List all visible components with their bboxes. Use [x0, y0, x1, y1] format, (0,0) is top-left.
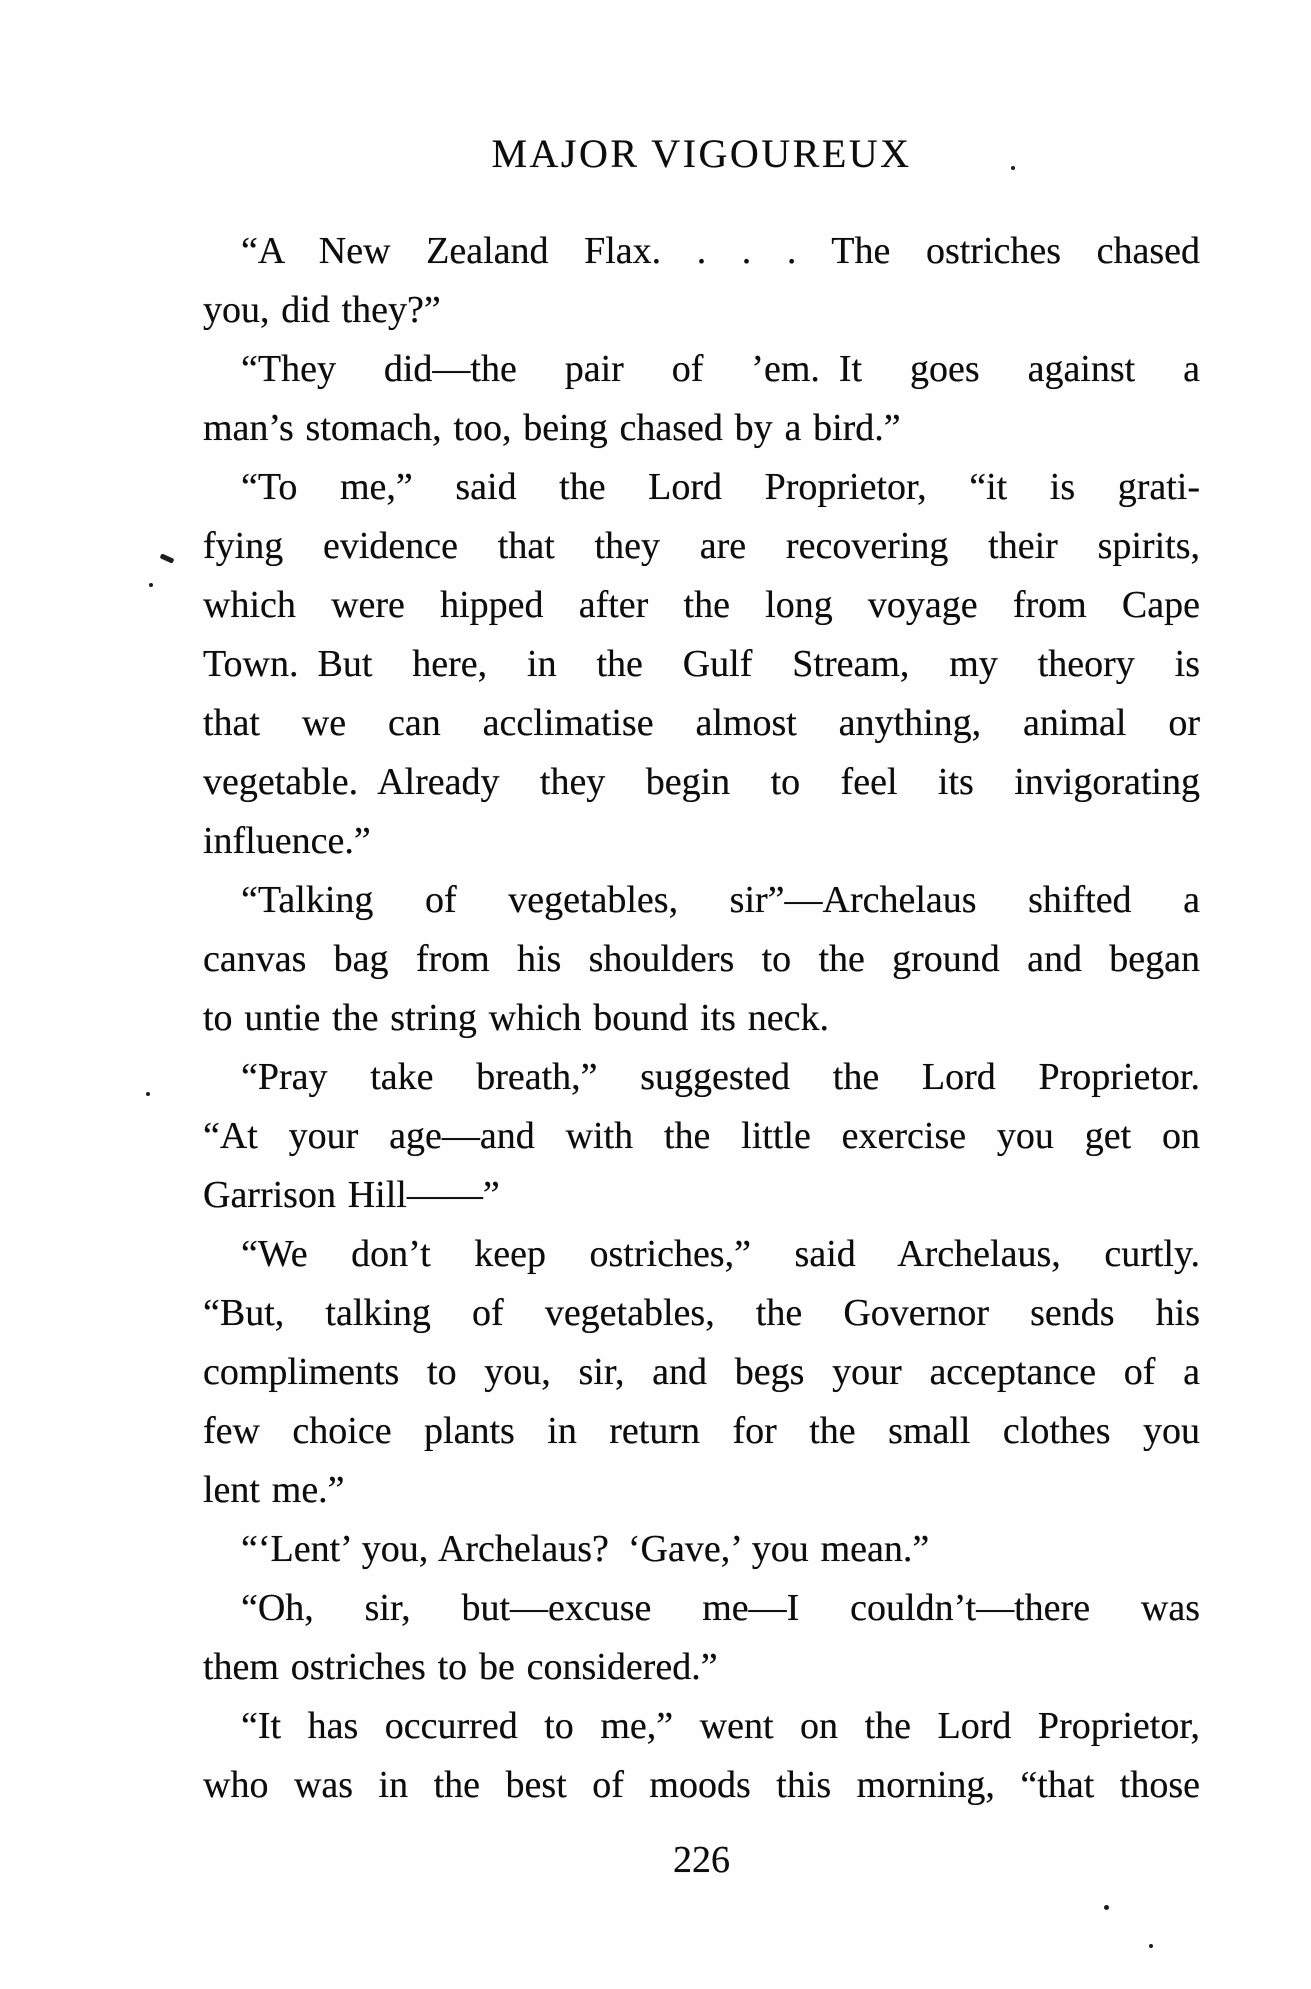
text-line: to untie the string which bound its neck.: [203, 997, 829, 1039]
scan-speck: [160, 553, 175, 563]
body-text: [203, 222, 1200, 1815]
text-line: them ostriches to be considered.”: [203, 1646, 718, 1688]
text-line: which were hipped after the long voyage from Cape: [203, 584, 1200, 626]
text-line: fying evidence that they are recovering their spirits,: [203, 525, 1200, 567]
scan-speck: [1104, 1905, 1109, 1910]
text-line: “At your age—and with the little exercise you get on: [203, 1115, 1200, 1157]
scan-speck: [1149, 1944, 1153, 1948]
text-line: “But, talking of vegetables, the Governor sends his: [203, 1292, 1200, 1334]
scan-speck: [149, 583, 153, 587]
text-line: compliments to you, sir, and begs your acceptance of a: [203, 1351, 1200, 1393]
text-line: man’s stomach, too, being chased by a bird.”: [203, 407, 901, 449]
text-line: “‘Lent’ you, Archelaus? ‘Gave,’ you mean.”: [241, 1528, 930, 1570]
text-line: “They did—the pair of ’em. It goes against a: [241, 348, 1200, 390]
text-line: lent me.”: [203, 1469, 345, 1511]
text-line: who was in the best of moods this morning, “that those: [203, 1764, 1200, 1806]
scan-speck: [1011, 166, 1015, 170]
text-line: “A New Zealand Flax. . . . The ostriches chased: [241, 230, 1200, 272]
text-line: that we can acclimatise almost anything, animal or: [203, 702, 1200, 744]
text-line: influence.”: [203, 820, 371, 862]
text-line: you, did they?”: [203, 289, 441, 331]
text-line: “It has occurred to me,” went on the Lord Proprietor,: [241, 1705, 1200, 1747]
text-line: “Talking of vegetables, sir”—Archelaus shifted a: [241, 879, 1200, 921]
text-line: few choice plants in return for the small clothes you: [203, 1410, 1200, 1452]
text-line: “Oh, sir, but—excuse me—I couldn’t—there was: [241, 1587, 1200, 1629]
text-line: “We don’t keep ostriches,” said Archelaus, curtly.: [241, 1233, 1200, 1275]
text-line: “To me,” said the Lord Proprietor, “it is grati-: [241, 466, 1200, 508]
running-header: MAJOR VIGOUREUX: [491, 131, 912, 176]
text-line: Town. But here, in the Gulf Stream, my theory is: [203, 643, 1200, 685]
scan-speck: [146, 1092, 150, 1096]
text-line: “Pray take breath,” suggested the Lord Proprietor.: [241, 1056, 1200, 1098]
text-line: canvas bag from his shoulders to the ground and began: [203, 938, 1200, 980]
page-number: 226: [673, 1839, 730, 1881]
text-line: Garrison Hill——”: [203, 1174, 500, 1216]
text-line: vegetable. Already they begin to feel its invigorating: [203, 761, 1200, 803]
